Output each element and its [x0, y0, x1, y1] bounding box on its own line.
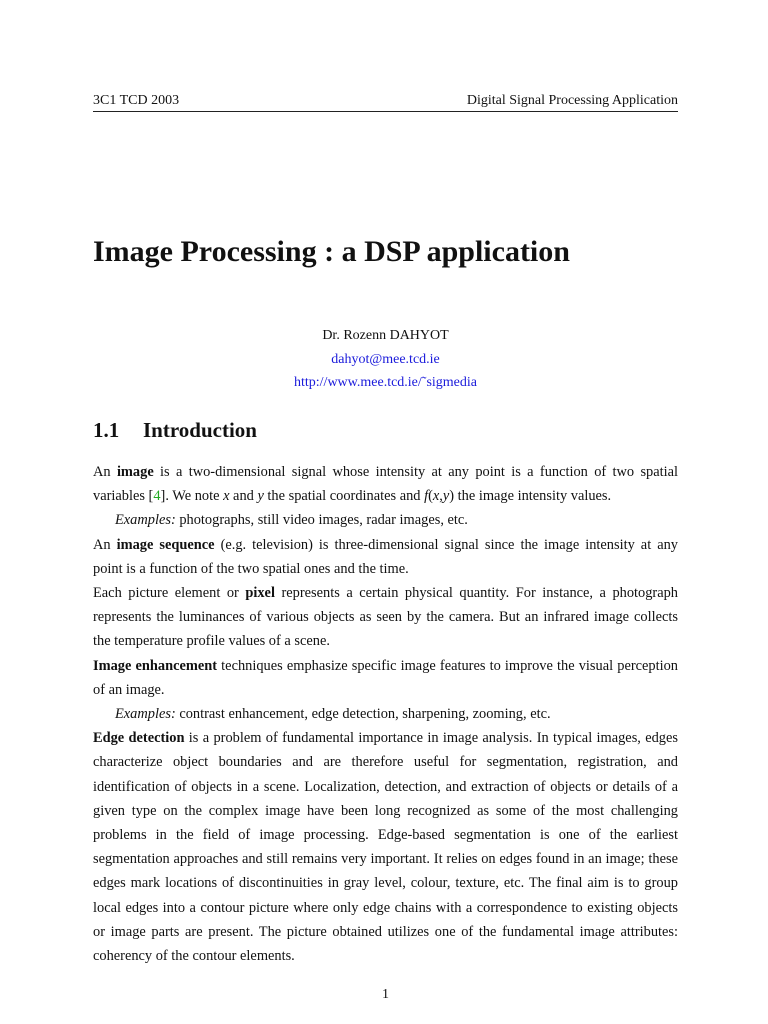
header-course: 3C1 TCD 2003	[93, 93, 180, 108]
term-image: image	[116, 464, 154, 480]
math-var-x: x	[223, 488, 230, 505]
paragraph-pixel: Each picture element or pixel represents a certain physical quantity. For instance, a photograph represents the luminances of various objects as seen by the camera. But an infrared image collects the temperature profile values of a scene.	[93, 585, 679, 650]
paragraph-enhancement-examples: Examples: contrast enhancement, edge detection, sharpening, zooming, etc.	[115, 706, 551, 723]
math-func-f: f	[424, 488, 429, 505]
term-edge-detection: Edge detection	[93, 730, 185, 747]
citation-link[interactable]: 4	[153, 488, 161, 505]
term-image-sequence: image sequence	[116, 536, 215, 553]
body-text	[93, 460, 678, 968]
author-website-link[interactable]: http://www.mee.tcd.ie/˜sigmedia	[294, 375, 477, 390]
header-rule	[93, 111, 678, 112]
author-email-link[interactable]: dahyot@mee.tcd.ie	[331, 351, 440, 367]
page-number: 1	[382, 987, 389, 1002]
header-subject: Digital Signal Processing Application	[466, 93, 678, 108]
paragraph-image-sequence: An image sequence (e.g. television) is three-dimensional signal since the image intensity at any point is a function of the two spatial ones and the time.	[93, 536, 678, 577]
term-pixel: pixel	[245, 585, 275, 602]
paragraph-edge-detection: Edge detection is a problem of fundamental importance in image analysis. In typical images, edges characterize object boundaries and are therefore useful for segmentation, registration, and identification of objects in a scene. Localization, detection, and extraction of objects or details of a given type on the complex image have been long recognized as some of the most challenging problems in the field of image processing. Edge-based segmentation is one of the earliest segmentation approaches and still remains very important. It relies on edges found in an image; these edges mark locations of discontinuities in gray level, colour, texture, etc. The final aim is to group local edges into a contour picture where only edge chains with a correspondence to existing objects or image parts are present. The picture obtained utilizes one of the fundamental image attributes: coherency of the contour elements.	[93, 730, 678, 965]
author-block	[93, 324, 678, 395]
section-heading	[93, 417, 257, 443]
term-image-enhancement: Image enhancement	[93, 657, 218, 674]
author-name: Dr. Rozenn DAHYOT	[322, 328, 449, 343]
math-var-y: y	[257, 488, 264, 505]
paragraph-image-definition: An image is a two-dimensional signal whose intensity at any point is a function of two spatial variables [4]. We note x and y the spatial coordinates and f(x,y) the image intensity values.	[93, 464, 679, 505]
paragraph-image-examples: Examples: photographs, still video images, radar images, etc.	[115, 512, 468, 529]
section-title: Introduction	[143, 418, 257, 442]
paragraph-image-enhancement: Image enhancement techniques emphasize specific image features to improve the visual perception of an image.	[93, 657, 678, 698]
section-number: 1.1	[93, 418, 120, 442]
document-title: Image Processing : a DSP application	[93, 235, 570, 268]
